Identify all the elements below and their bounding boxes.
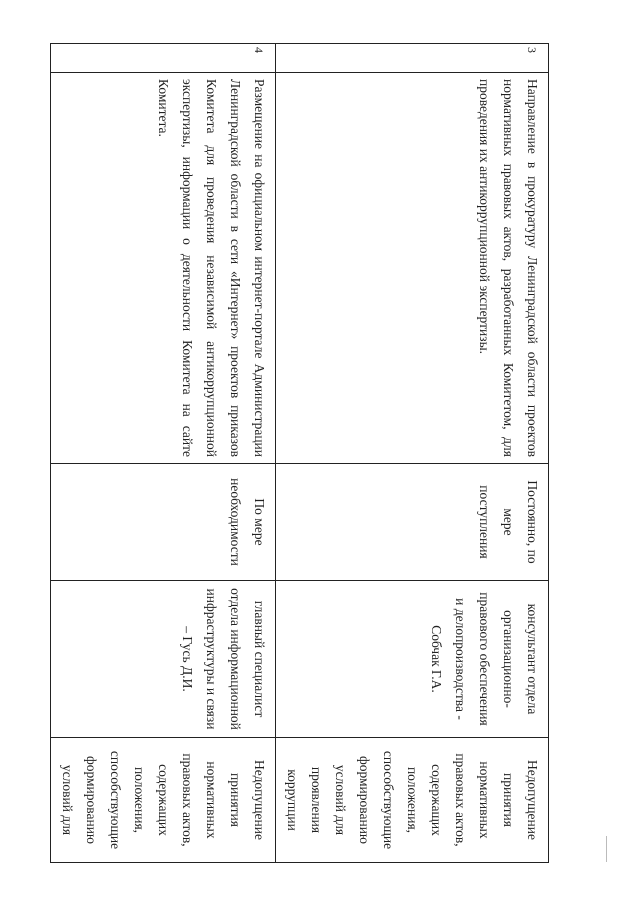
result-cell: Недопущение принятия нормативных правовых актов, содержащих положения, способствующие формированию условий для проявления коррупции: [276, 737, 549, 862]
row-number: 4: [51, 43, 276, 72]
responsible-cell: главный специалист отдела информационной инфраструктуры и связи – Гусь Д.И.: [51, 580, 276, 737]
table-row: [276, 43, 549, 862]
term-cell: По мере необходимости: [51, 463, 276, 580]
result-cell: Недопущение принятия нормативных правовых актов, содержащих положения, способствующие формированию условий для: [51, 737, 276, 862]
measure-text: Направление в прокуратуру Ленинградской области проектов нормативных правовых актов, разработанных Комитетом, для проведения их антикоррупционной экспертизы.: [276, 72, 549, 463]
responsible-cell: консультант отдела организационно-правового обеспечения и делопроизводства - Собчак Г.А.: [276, 580, 549, 737]
table-row: [51, 43, 276, 862]
measures-table: [50, 43, 549, 863]
scan-artifact-line: [606, 836, 607, 862]
row-number: 3: [276, 43, 549, 72]
term-cell: Постоянно, по мере поступления: [276, 463, 549, 580]
measure-text: Размещение на официальном интернет-портале Администрации Ленинградской области в сети «Интернет» проектов приказов Комитета для проведения независимой антикоррупционной экспертизы, информации о деятельности Комитета на сайте Комитета.: [51, 72, 276, 463]
rotated-page: [60, 43, 549, 863]
